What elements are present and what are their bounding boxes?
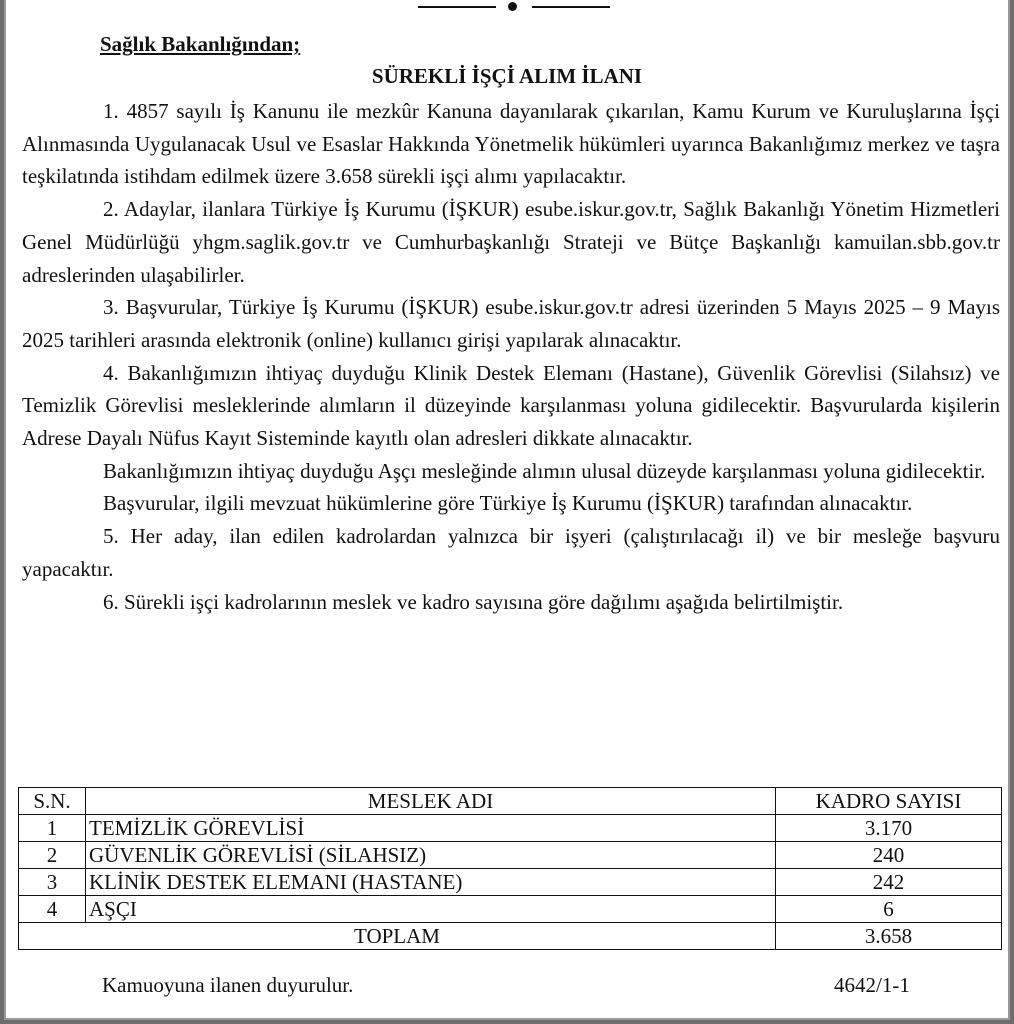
separator-line-left xyxy=(418,6,496,8)
row-profession: KLİNİK DESTEK ELEMANI (HASTANE) xyxy=(86,869,776,896)
announcement-body xyxy=(22,95,1000,618)
position-table xyxy=(18,787,1002,950)
table-row xyxy=(19,842,1002,869)
paragraph-6: 6. Sürekli işçi kadrolarının meslek ve kadro sayısına göre dağılımı aşağıda belirtilmiştir. xyxy=(103,589,844,614)
row-profession: TEMİZLİK GÖREVLİSİ xyxy=(86,815,776,842)
table-header-row xyxy=(19,788,1002,815)
separator-line-right xyxy=(532,6,610,8)
paragraph-4-cook: Bakanlığımızın ihtiyaç duyduğu Aşçı mesleğinde alımın ulusal düzeyde karşılanması yoluna gidilecektir. xyxy=(103,458,986,483)
table-row xyxy=(19,896,1002,923)
row-sn: 3 xyxy=(19,869,86,896)
top-separator xyxy=(416,0,616,14)
closing-statement: Kamuoyuna ilanen duyurulur. xyxy=(102,973,354,997)
table-row xyxy=(19,815,1002,842)
table-total-row xyxy=(19,923,1002,950)
paragraph-2: 2. Adaylar, ilanlara Türkiye İş Kurumu (İŞKUR) esube.iskur.gov.tr, Sağlık Bakanlığı Yönetim Hizmetleri Genel Müdürlüğü yhgm.saglik.gov.tr ve Cumhurbaşkanlığı Strateji ve Bütçe Başkanlığı kamuilan.sbb.gov.tr adreslerinden ulaşabilirler. xyxy=(22,197,1000,287)
announcement-title: SÜREKLİ İŞÇİ ALIM İLANI xyxy=(371,64,643,88)
document-page xyxy=(4,0,1010,1020)
header-count: KADRO SAYISI xyxy=(776,788,1002,815)
row-count: 3.170 xyxy=(776,815,1002,842)
row-count: 6 xyxy=(776,896,1002,923)
row-sn: 4 xyxy=(19,896,86,923)
header-sn: S.N. xyxy=(19,788,86,815)
paragraph-4-applications: Başvurular, ilgili mevzuat hükümlerine göre Türkiye İş Kurumu (İŞKUR) tarafından alınacaktır. xyxy=(103,491,913,516)
row-count: 240 xyxy=(776,842,1002,869)
header-profession: MESLEK ADI xyxy=(86,788,776,815)
row-sn: 2 xyxy=(19,842,86,869)
paragraph-1: 1. 4857 sayılı İş Kanunu ile mezkûr Kanuna dayanılarak çıkarılan, Kamu Kurum ve Kuruluşlarına İşçi Alınmasında Uygulanacak Usul ve Esaslar Hakkında Yönetmelik hükümleri uyarınca Bakanlığımız merkez ve taşra teşkilatında istihdam edilmek üzere 3.658 sürekli işçi alımı yapılacaktır. xyxy=(22,99,1000,189)
row-profession: GÜVENLİK GÖREVLİSİ (SİLAHSIZ) xyxy=(86,842,776,869)
row-sn: 1 xyxy=(19,815,86,842)
row-count: 242 xyxy=(776,869,1002,896)
row-profession: AŞÇI xyxy=(86,896,776,923)
reference-number: 4642/1-1 xyxy=(834,973,910,997)
paragraph-4: 4. Bakanlığımızın ihtiyaç duyduğu Klinik Destek Elemanı (Hastane), Güvenlik Görevlisi (Silahsız) ve Temizlik Görevlisi mesleklerinde alımların il düzeyinde karşılanması yoluna gidilecektir. Başvurularda kişilerin Adrese Dayalı Nüfus Kayıt Sisteminde kayıtlı olan adresleri dikkate alınacaktır. xyxy=(22,360,1000,451)
table-row xyxy=(19,869,1002,896)
paragraph-3: 3. Başvurular, Türkiye İş Kurumu (İŞKUR) esube.iskur.gov.tr adresi üzerinden 5 Mayıs 2025 – 9 Mayıs 2025 tarihleri arasında elektronik (online) kullanıcı girişi yapılarak alınacaktır. xyxy=(22,295,1000,352)
separator-dot xyxy=(508,2,517,11)
ministry-heading: Sağlık Bakanlığından; xyxy=(100,32,301,56)
total-label: TOPLAM xyxy=(19,923,776,950)
total-value: 3.658 xyxy=(776,923,1002,950)
paragraph-5: 5. Her aday, ilan edilen kadrolardan yalnızca bir işyeri (çalıştırılacağı il) ve bir mesleğe başvuru yapacaktır. xyxy=(22,524,1000,581)
